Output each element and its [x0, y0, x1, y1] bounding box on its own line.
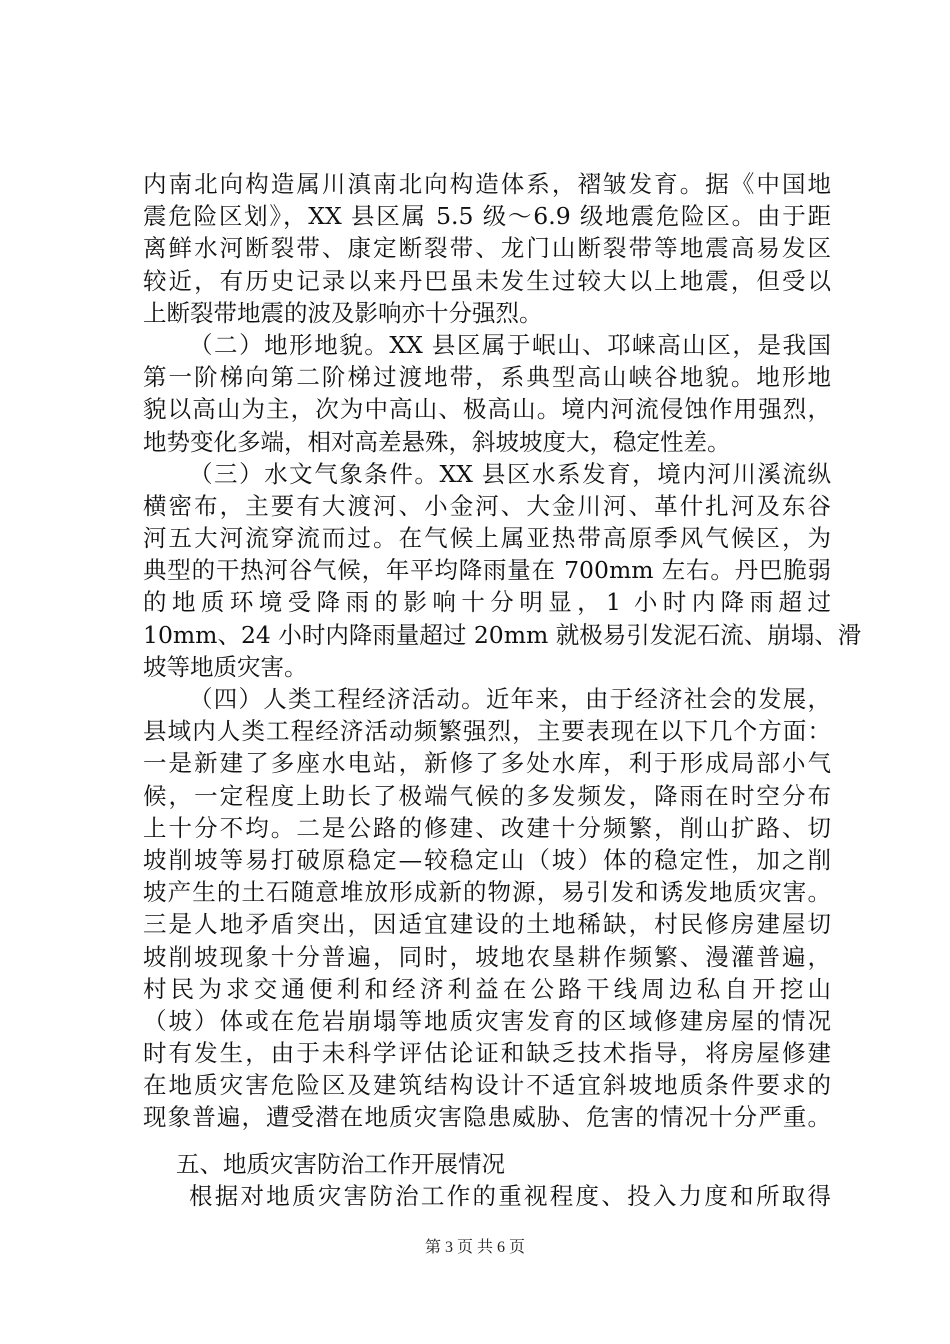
paragraph-line: 上十分不均。二是公路的修建、改建十分频繁，削山扩路、切	[143, 813, 831, 842]
paragraph-line: 根据对地质灾害防治工作的重视程度、投入力度和所取得	[189, 1181, 831, 1210]
paragraph-line: （三）水文气象条件。XX 县区水系发育，境内河川溪流纵	[189, 459, 831, 488]
paragraph-line: （四）人类工程经济活动。近年来，由于经济社会的发展，	[189, 685, 831, 713]
paragraph-line: 时有发生，由于未科学评估论证和缺乏技术指导，将房屋修建	[143, 1039, 831, 1068]
paragraph-line: 在地质灾害危险区及建筑结构设计不适宜斜坡地质条件要求的	[143, 1071, 831, 1100]
paragraph-line: 震危险区划》，XX 县区属 5.5 级～6.9 级地震危险区。由于距	[143, 202, 831, 231]
paragraph-line: （二）地形地貌。XX 县区属于岷山、邛崃高山区，是我国	[189, 330, 831, 359]
paragraph-line: 横密布，主要有大渡河、小金河、大金川河、革什扎河及东谷	[143, 491, 831, 520]
paragraph-line: 地势变化多端，相对高差悬殊，斜坡坡度大，稳定性差。	[143, 427, 731, 456]
paragraph-line: 三是人地矛盾突出，因适宜建设的土地稀缺，村民修房建屋切	[143, 910, 831, 939]
paragraph-line: 离鲜水河断裂带、康定断裂带、龙门山断裂带等地震高易发区	[143, 234, 831, 263]
paragraph-line: 内南北向构造属川滇南北向构造体系，褶皱发育。据《中国地	[143, 170, 831, 198]
paragraph-line: 现象普遍，遭受潜在地质灾害隐患威胁、危害的情况十分严重。	[143, 1103, 831, 1132]
paragraph-line: 县域内人类工程经济活动频繁强烈，主要表现在以下几个方面：	[143, 717, 831, 746]
document-body	[143, 168, 862, 1212]
paragraph-line: 的地质环境受降雨的影响十分明显，1 小时内降雨超过	[143, 588, 831, 617]
section-spacer	[143, 1134, 831, 1148]
paragraph-line: 坡削坡等易打破原稳定—较稳定山（坡）体的稳定性，加之削	[143, 845, 831, 874]
paragraph-line: 坡产生的土石随意堆放形成新的物源，易引发和诱发地质灾害。	[143, 878, 831, 907]
paragraph-line: 10mm、24 小时内降雨量超过 20mm 就极易引发泥石流、崩塌、滑	[143, 620, 862, 649]
paragraph-line: 貌以高山为主，次为中高山、极高山。境内河流侵蚀作用强烈，	[143, 395, 831, 424]
paragraph-line: 坡等地质灾害。	[143, 652, 308, 681]
paragraph-line: 上断裂带地震的波及影响亦十分强烈。	[143, 298, 543, 327]
paragraph-line: 坡削坡现象十分普遍，同时，坡地农垦耕作频繁、漫灌普遍，	[143, 942, 831, 971]
section-heading: 五、地质灾害防治工作开展情况	[176, 1149, 505, 1178]
paragraph-line: （坡）体或在危岩崩塌等地质灾害发育的区域修建房屋的情况	[143, 1006, 831, 1035]
page-number-footer: 第 3 页 共 6 页	[424, 1239, 525, 1256]
paragraph-line: 较近，有历史记录以来丹巴虽未发生过较大以上地震，但受以	[143, 266, 831, 295]
paragraph-line: 一是新建了多座水电站，新修了多处水库，利于形成局部小气	[143, 749, 831, 778]
paragraph-line: 河五大河流穿流而过。在气候上属亚热带高原季风气候区，为	[143, 524, 831, 553]
paragraph-line: 候，一定程度上助长了极端气候的多发频发，降雨在时空分布	[143, 781, 831, 810]
paragraph-line: 第一阶梯向第二阶梯过渡地带，系典型高山峡谷地貌。地形地	[143, 363, 831, 392]
paragraph-line: 典型的干热河谷气候，年平均降雨量在 700mm 左右。丹巴脆弱	[143, 556, 831, 585]
paragraph-line: 村民为求交通便利和经济利益在公路干线周边私自开挖山	[143, 974, 831, 1003]
